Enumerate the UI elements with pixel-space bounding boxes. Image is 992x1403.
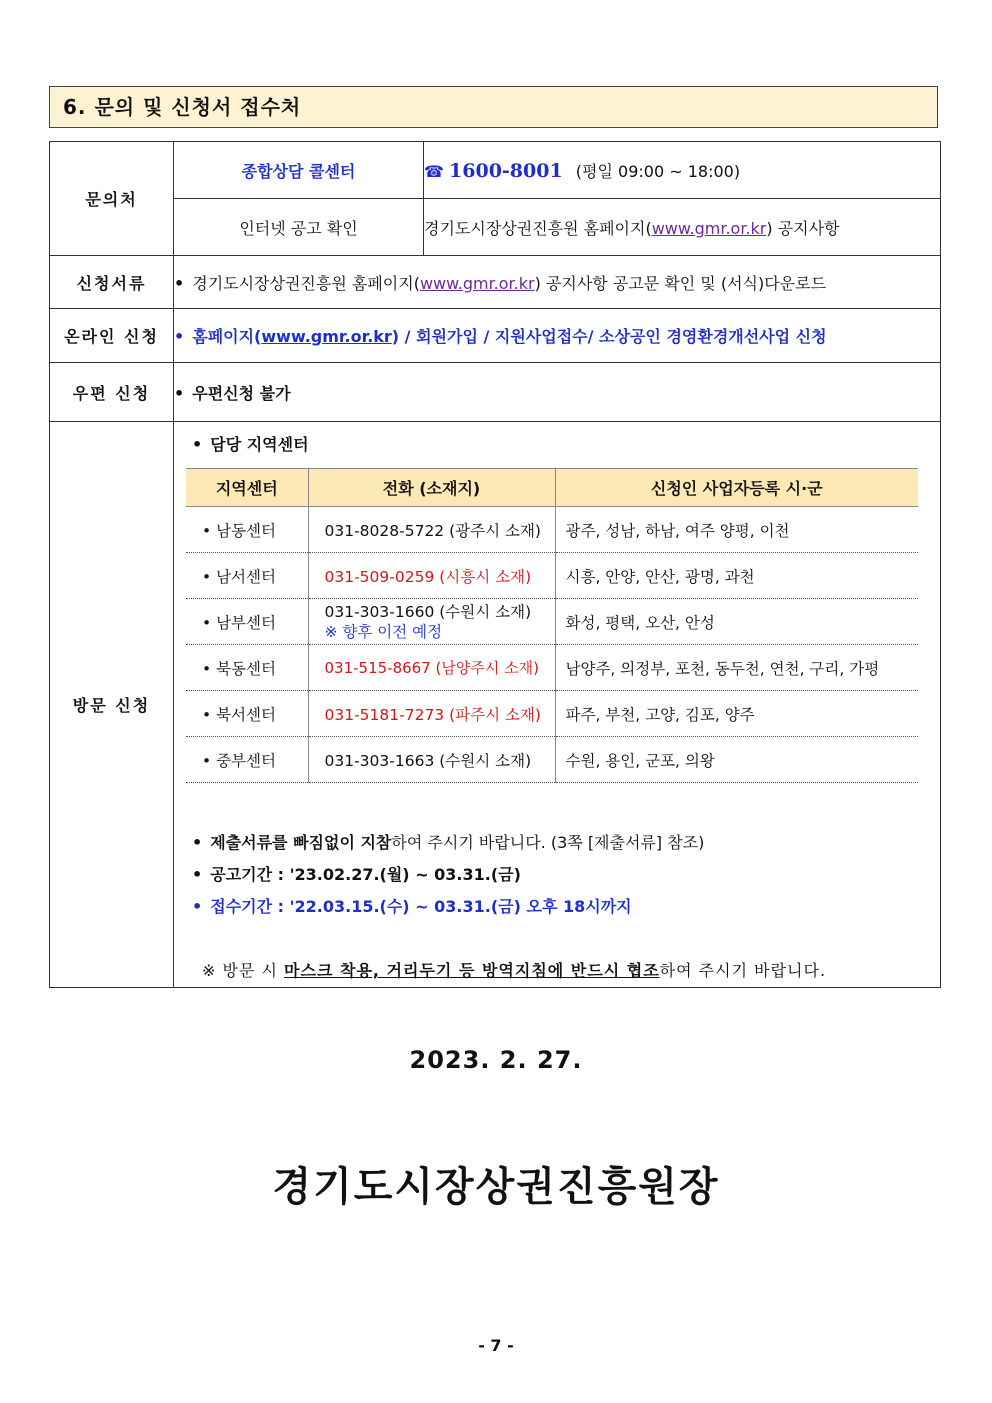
visit-info xyxy=(174,422,941,988)
notice-period-value: : '23.02.27.(월) ~ 03.31.(금) xyxy=(277,865,521,884)
documents-prefix: 경기도시장상권진흥원 홈페이지( xyxy=(192,273,420,293)
page-number: - 7 - xyxy=(478,1336,514,1355)
homepage-link[interactable]: www.gmr.or.kr xyxy=(651,218,767,238)
documents-info xyxy=(174,256,941,309)
center-name: • 북서센터 xyxy=(186,691,308,737)
center-phone: 031-509-0259 (시흥시 소재) xyxy=(308,553,555,599)
submit-note-rest: 하여 주시기 바랍니다. (3쪽 [제출서류] 참조) xyxy=(391,833,705,852)
postal-label: 우편 신청 xyxy=(50,363,174,422)
postal-info xyxy=(174,363,941,422)
bullet-icon: • xyxy=(192,435,203,454)
online-prefix: 홈페이지( xyxy=(192,327,262,346)
bullet-icon: • xyxy=(174,273,185,293)
col-header-phone: 전화 (소재지) xyxy=(308,469,555,507)
notice-period: • 공고기간 : '23.02.27.(월) ~ 03.31.(금) xyxy=(192,865,521,884)
center-phone: 031-515-8667 (남양주시 소재) xyxy=(308,645,555,691)
online-info xyxy=(174,309,941,363)
center-name: • 북동센터 xyxy=(186,645,308,691)
postal-text: 우편신청 불가 xyxy=(192,383,291,403)
center-name: • 남서센터 xyxy=(186,553,308,599)
table-row xyxy=(186,507,918,553)
center-areas: 광주, 성남, 하남, 여주 양평, 이천 xyxy=(555,507,918,553)
caution-bold: 마스크 착용, 거리두기 등 방역지침에 반드시 협조 xyxy=(284,961,660,980)
documents-suffix: ) 공지사항 공고문 확인 및 (서식)다운로드 xyxy=(534,273,827,293)
center-phone: 031-303-1663 (수원시 소재) xyxy=(308,737,555,783)
online-link[interactable]: www.gmr.or.kr xyxy=(261,327,392,346)
document-date: 2023. 2. 27. xyxy=(409,1046,583,1074)
table-row xyxy=(186,599,918,645)
center-name: • 남부센터 xyxy=(186,599,308,645)
phone-icon: ☎ xyxy=(424,161,444,181)
center-areas: 파주, 부천, 고양, 김포, 양주 xyxy=(555,691,918,737)
center-areas: 시흥, 안양, 안산, 광명, 과천 xyxy=(555,553,918,599)
table-row xyxy=(186,645,918,691)
inquiry-label: 문의처 xyxy=(50,142,174,256)
section-title: 6. 문의 및 신청서 접수처 xyxy=(49,86,938,128)
internet-notice-label: 인터넷 공고 확인 xyxy=(174,199,424,256)
caution-suffix: 하여 주시기 바랍니다. xyxy=(659,961,827,980)
info-table xyxy=(49,141,941,988)
caution-prefix: ※ 방문 시 xyxy=(202,961,285,980)
center-areas: 화성, 평택, 오산, 안성 xyxy=(555,599,918,645)
call-center-number: 1600-8001 xyxy=(449,159,563,182)
issuer-signature: 경기도시장상권진흥원장 xyxy=(272,1164,720,1210)
table-row xyxy=(186,691,918,737)
center-name: • 남동센터 xyxy=(186,507,308,553)
visit-heading xyxy=(174,432,940,468)
online-suffix: ) / 회원가입 / 지원사업접수/ 소상공인 경영환경개선사업 신청 xyxy=(391,327,827,346)
relocation-note: ※ 향후 이전 예정 xyxy=(324,622,443,641)
documents-link[interactable]: www.gmr.or.kr xyxy=(419,273,535,293)
call-center-info xyxy=(424,142,941,199)
call-center-hours: (평일 09:00 ~ 18:00) xyxy=(575,161,741,181)
visit-heading-text: 담당 지역센터 xyxy=(210,435,309,454)
submit-note-bold: 제출서류를 빠짐없이 지참 xyxy=(210,833,392,852)
col-header-areas: 신청인 사업자등록 시·군 xyxy=(555,469,918,507)
documents-label: 신청서류 xyxy=(50,256,174,309)
center-phone: 031-8028-5722 (광주시 소재) xyxy=(308,507,555,553)
bullet-icon: • xyxy=(174,327,185,346)
center-phone xyxy=(308,599,555,645)
center-areas: 수원, 용인, 군포, 의왕 xyxy=(555,737,918,783)
center-phone: 031-5181-7273 (파주시 소재) xyxy=(308,691,555,737)
receipt-period: • 접수기간 : '22.03.15.(수) ~ 03.31.(금) 오후 18시까지 xyxy=(192,897,632,916)
col-header-center: 지역센터 xyxy=(186,469,308,507)
region-center-table xyxy=(186,468,918,783)
center-phone-number: 031-303-1660 (수원시 소재) xyxy=(324,602,532,621)
submit-note: • 제출서류를 빠짐없이 지참하여 주시기 바랍니다. (3쪽 [제출서류] 참조) xyxy=(192,833,705,852)
center-name: • 중부센터 xyxy=(186,737,308,783)
internet-prefix: 경기도시장상권진흥원 홈페이지( xyxy=(424,218,652,238)
receipt-period-label: 접수기간 xyxy=(210,897,273,916)
visit-label: 방문 신청 xyxy=(50,422,174,988)
center-areas: 남양주, 의정부, 포천, 동두천, 연천, 구리, 가평 xyxy=(555,645,918,691)
caution-note xyxy=(192,955,940,987)
bullet-icon: • xyxy=(174,383,185,403)
table-row xyxy=(186,737,918,783)
table-row xyxy=(186,553,918,599)
internet-suffix: ) 공지사항 xyxy=(766,218,840,238)
notice-period-label: 공고기간 xyxy=(210,865,273,884)
call-center-name: 종합상담 콜센터 xyxy=(174,142,424,199)
visit-notes xyxy=(174,827,940,987)
internet-notice-info xyxy=(424,199,941,256)
receipt-period-value: : '22.03.15.(수) ~ 03.31.(금) 오후 18시까지 xyxy=(277,897,632,916)
online-label: 온라인 신청 xyxy=(50,309,174,363)
